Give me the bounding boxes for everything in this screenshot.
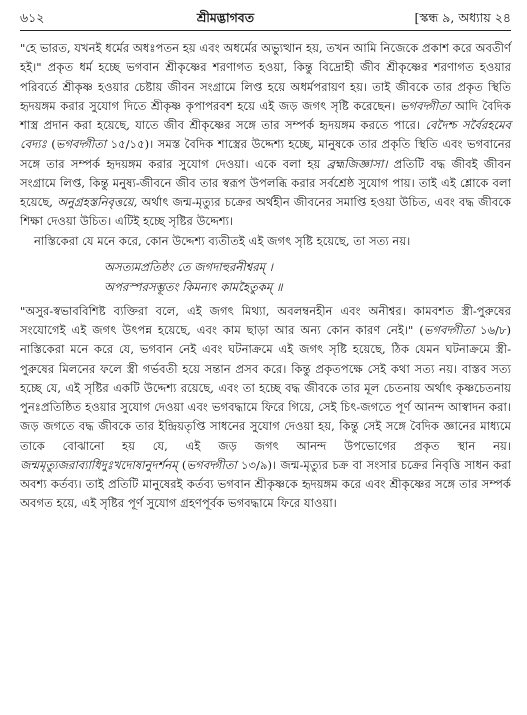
italic-term: ব্রহ্মজিজ্ঞাসা। (326, 156, 388, 171)
italic-term: অনুগ্রহস্তনিবৃত্তয়ে, (57, 195, 138, 209)
book-title: শ্রীমদ্ভাগবত (196, 10, 255, 25)
italic-term: ভগবদ্গীতা (423, 323, 475, 337)
italic-term: ভগবদ্গীতা (399, 98, 451, 113)
running-header (20, 10, 511, 31)
sanskrit-quote: বেদৈশ্চ সর্বৈরহমেব বেদ্যঃ (20, 118, 511, 152)
italic-term: ভগবদ্গীতা (186, 457, 237, 472)
paragraph-purport-2: নাস্তিকেরা যে মনে করে, কোন উদ্দেশ্য ব্যতীতই এই জগৎ সৃষ্টি হয়েছে, তা সত্য নয়। (34, 233, 411, 248)
verse-line-2: অপরস্পরসম্ভূতং কিমন্যৎ কামহৈতুকম্‌ ॥ (104, 279, 283, 294)
section-label: [স্কন্ধ ৯, অধ্যায় ২৪ (414, 10, 511, 25)
sanskrit-quote: জন্মমৃত্যুজরাব্যাধিদুঃখদোষানুদর্শনম্‌ (20, 457, 178, 472)
paragraph-purport-1: "হে ভারত, যখনই ধর্মের অধঃপতন হয় এবং অধর্মের অভ্যুত্থান হয়, তখন আমি নিজেকে প্রকাশ করে অবতীর্ণ হই।" প্রকৃত ধর্ম হচ্ছে ভগবান শ্রীকৃষ্ণের শরণাগত হওয়া, কিন্তু বিদ্রোহী জীব শ্রীকৃষ্ণের শরণাগত হওয়ার পরিবর্তে শ্রীকৃষ্ণ হওয়ার চেষ্টায় জীবন সংগ্রামে লিপ্ত হয়ে অধর্মপরায়ণ হয়। তাই জীবকে তার প্রকৃত স্থিতি হৃদয়ঙ্গম করার সুযোগ দিতে শ্রীকৃষ্ণ কৃপাপরবশ হয়ে এই জড় জগৎ সৃষ্টি করেছেন। ভগবদ্গীতা আদি বৈদিক শাস্ত্র প্রদান করা হয়েছে, যাতে জীব শ্রীকৃষ্ণের সঙ্গে তার সম্পর্ক হৃদয়ঙ্গম করতে পারে। বেদৈশ্চ সর্বৈরহমেব বেদ্যঃ (ভগবদ্গীতা ১৫/১৫)। সমস্ত বৈদিক শাস্ত্রের উদ্দেশ্য হচ্ছে, মানুষকে তার প্রকৃতি স্থিতি এবং ভগবানের সঙ্গে তার সম্পর্ক হৃদয়ঙ্গম করার সুযোগ দেওয়া। একে বলা হয় ব্রহ্মজিজ্ঞাসা। প্রতিটি বদ্ধ জীবই জীবন সংগ্রামে লিপ্ত, কিন্তু মনুষ্য-জীবনে জীব তার স্বরূপ উপলব্ধি করার সর্বশ্রেষ্ঠ সুযোগ পায়। তাই এই শ্লোকে বলা হয়েছে, অনুগ্রহস্তনিবৃত্তয়ে, অর্থাৎ জন্ম-মৃত্যুর চক্রের অর্থহীন জীবনের সমাপ্তি হওয়া উচিত, এবং বদ্ধ জীবকে শিক্ষা দেওয়া উচিত। এটিই হচ্ছে সৃষ্টির উদ্দেশ্য। (20, 41, 511, 229)
sanskrit-verse (104, 257, 511, 297)
verse-line-1: অসত্যমপ্রতিষ্ঠং তে জগদাহুরনীশ্বরম্‌ । (104, 259, 273, 274)
page-number: ৬১২ (20, 10, 45, 25)
paragraph-purport-3: "অসুর-স্বভাববিশিষ্ট ব্যক্তিরা বলে, এই জগৎ মিথ্যা, অবলম্বনহীন এবং অনীশ্বর। কামবশত স্ত্রী-পুরুষের সংযোগেই এই জগৎ উৎপন্ন হয়েছে, এবং কাম ছাড়া আর অন্য কোন কারণ নেই।" (ভগবদ্গীতা ১৬/৮) নাস্তিকেরা মনে করে যে, ভগবান নেই এবং ঘটনাক্রমে এই জগৎ সৃষ্টি হয়েছে, ঠিক যেমন ঘটনাক্রমে স্ত্রী-পুরুষের মিলনের ফলে স্ত্রী গর্ভবতী হয়ে সন্তান প্রসব করে। কিন্তু প্রকৃতপক্ষে সেই কথা সত্য নয়। বাস্তব সত্য হচ্ছে যে, এই সৃষ্টির একটি উদ্দেশ্য রয়েছে, এবং তা হচ্ছে বদ্ধ জীবকে তার মূল চেতনায় অর্থাৎ কৃষ্ণচেতনায় পুনঃপ্রতিষ্ঠিত হওয়ার সুযোগ দেওয়া এবং ভগবদ্ধামে ফিরে গিয়ে, সেই চিৎ-জগতে পূর্ণ আনন্দ আস্বাদন করা। জড় জগতে বদ্ধ জীবকে তার ইন্দ্রিয়তৃপ্তি সাধনের সুযোগ দেওয়া হয়, কিন্তু সেই সঙ্গে বৈদিক জ্ঞানের মাধ্যমে তাকে বোঝানো হয় যে, এই জড় জগৎ আনন্দ উপভোগের প্রকৃত স্থান নয়। জন্মমৃত্যুজরাব্যাধিদুঃখদোষানুদর্শনম্‌ (ভগবদ্গীতা ১৩/৯)। জন্ম-মৃত্যুর চক্র বা সংসার চক্রের নিবৃত্তি সাধন করা অবশ্য কর্তব্য। তাই প্রতিটি মানুষেরই কর্তব্য ভগবান শ্রীকৃষ্ণকে হৃদয়ঙ্গম করে এবং শ্রীকৃষ্ণের সঙ্গে তার সম্পর্ক অবগত হয়ে, এই সৃষ্টির পূর্ণ সুযোগ গ্রহণপূর্বক ভগবদ্ধামে ফিরে যাওয়া। (20, 303, 512, 511)
italic-term: ভগবদ্গীতা (55, 137, 107, 152)
page-body (20, 39, 511, 514)
